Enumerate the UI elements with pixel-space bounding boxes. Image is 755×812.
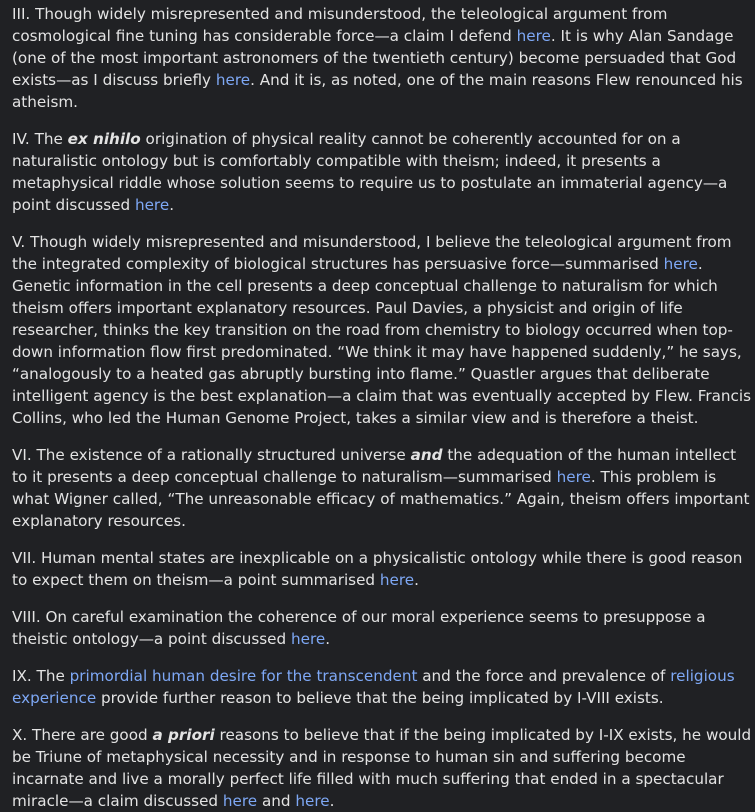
paragraph-text: and [257, 792, 296, 810]
paragraph-text: VI. The existence of a rationally structured universe [12, 446, 411, 464]
paragraph-link[interactable]: here [295, 792, 330, 810]
paragraph-link[interactable]: here [222, 792, 258, 810]
paragraph-link[interactable]: here [134, 196, 170, 214]
paragraph-text: IX. The [12, 667, 70, 685]
paragraph-text: the adequation of the human intellect to it presents a deep conceptual challenge to naturalism—summarised [12, 446, 737, 486]
paragraph-text: provide further reason to believe that the being implicated by I-VIII exists. [96, 689, 664, 707]
emphasis-text: a priori [152, 726, 215, 744]
paragraph-X [12, 724, 755, 812]
emphasis-text: ex nihilo [67, 130, 141, 148]
paragraph-text: X. There are good [12, 726, 153, 744]
paragraph-link[interactable]: here [663, 255, 698, 273]
paragraph-text: . And it is, as noted, one of the main reasons Flew renounced his atheism. [12, 71, 743, 111]
paragraph-link[interactable]: here [556, 468, 591, 486]
paragraph-text: V. Though widely misrepresented and misunderstood, I believe the teleological argument from the integrated complexity of biological structures has persuasive force—summarised [12, 233, 732, 273]
paragraph-text: . [325, 630, 331, 648]
paragraph-text: IV. The [12, 130, 68, 148]
paragraph-VI [12, 444, 755, 532]
paragraph-VII [12, 547, 755, 591]
paragraph-text: . This problem is what Wigner called, “The unreasonable efficacy of mathematics.” Again, theism offers important explanatory resources. [12, 468, 750, 530]
paragraph-III [12, 3, 755, 113]
paragraph-link[interactable]: here [215, 71, 251, 89]
emphasis-text: and [410, 446, 443, 464]
paragraph-text: . Genetic information in the cell presents a deep conceptual challenge to naturalism for which theism offers important explanatory resources. Paul Davies, a physicist and origin of life researcher, thinks the key transition on the road from chemistry to biology occurred when top-down information flow first predominated. “We think it may have happened suddenly,” he says, “analogously to a heated gas abruptly bursting into flame.” Quastler argues that deliberate intelligent agency is the best explanation—a claim that was eventually accepted by Flew. Francis Collins, who led the Human Genome Project, takes a similar view and is therefore a theist. [12, 255, 752, 427]
paragraph-text: and the force and prevalence of [417, 667, 671, 685]
paragraph-link[interactable]: here [290, 630, 326, 648]
paragraph-text: origination of physical reality cannot be coherently accounted for on a naturalistic ontology but is comfortably compatible with theism; indeed, it presents a metaphysical riddle whose solution seems to require us to postulate an immaterial agency—a point discussed [12, 130, 728, 214]
paragraph-V [12, 231, 755, 429]
paragraph-link[interactable]: primordial human desire for the transcendent [69, 667, 418, 685]
paragraph-VIII [12, 606, 755, 650]
paragraph-link[interactable]: here [379, 571, 415, 589]
paragraph-text: III. Though widely misrepresented and misunderstood, the teleological argument from cosmological fine tuning has considerable force—a claim I defend [12, 5, 668, 45]
paragraph-IV [12, 128, 755, 216]
paragraph-link[interactable]: here [516, 27, 551, 45]
paragraph-link[interactable]: religious experience [12, 667, 735, 707]
paragraph-text: VIII. On careful examination the coherence of our moral experience seems to presuppose a theistic ontology—a point discussed [12, 608, 706, 648]
paragraph-text: . [414, 571, 419, 589]
paragraph-text: . It is why Alan Sandage (one of the most important astronomers of the twentieth century) become persuaded that God exists—as I discuss briefly [12, 27, 737, 89]
paragraph-IX [12, 665, 755, 709]
paragraph-text: . [329, 792, 335, 810]
paragraph-text: reasons to believe that if the being implicated by I-IX exists, he would be Triune of metaphysical necessity and in response to human sin and suffering become incarnate and live a morally perfect life filled with much suffering that ended in a spectacular miracle—a claim discussed [12, 726, 752, 810]
paragraph-text: VII. Human mental states are inexplicable on a physicalistic ontology while there is good reason to expect them on theism—a point summarised [12, 549, 743, 589]
paragraph-text: . [169, 196, 175, 214]
